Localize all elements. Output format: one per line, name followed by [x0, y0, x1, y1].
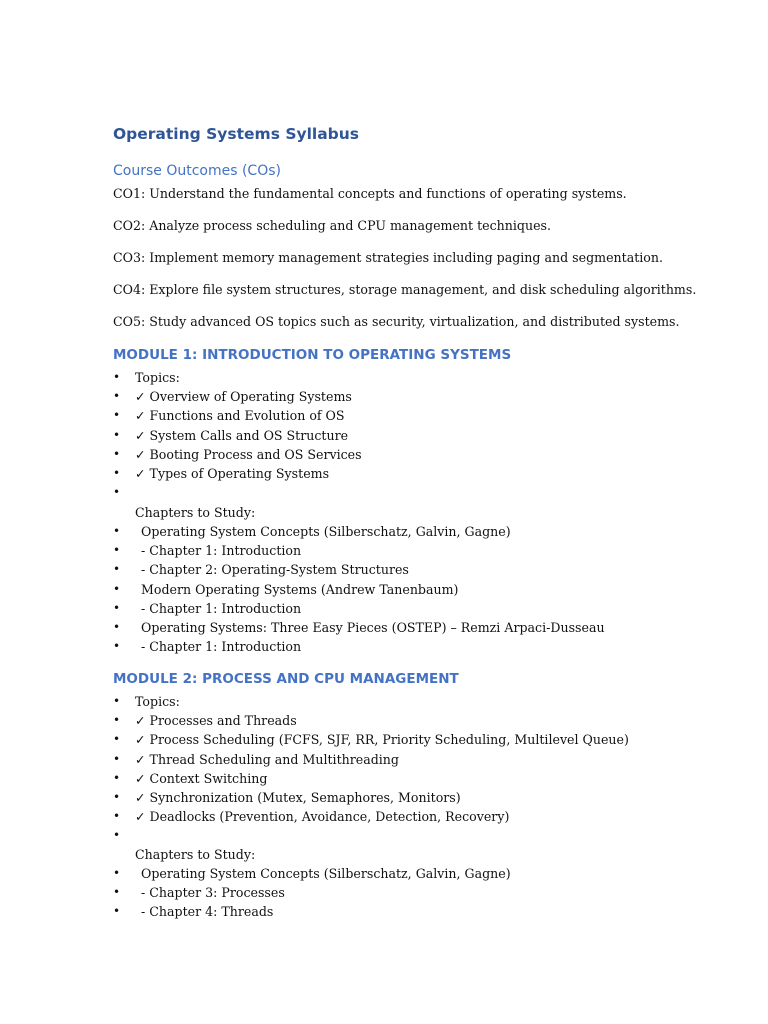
list-item: [113, 750, 629, 769]
list-item: [113, 464, 362, 483]
chapter-item: Operating Systems: Three Easy Pieces (OSTEP) – Remzi Arpaci-Dusseau: [141, 619, 605, 635]
outcome-co4: CO4: Explore file system structures, storage management, and disk scheduling algorithms.: [113, 282, 697, 297]
chapter-item: Operating System Concepts (Silberschatz, Galvin, Gagne): [141, 866, 511, 881]
topics-label: Topics:: [135, 370, 180, 385]
bullet-icon: •: [113, 751, 121, 766]
module-2-chapters-label: Chapters to Study:: [135, 847, 256, 862]
bullet-icon: •: [113, 770, 121, 785]
list-item: [113, 445, 362, 464]
chapter-item: - Chapter 1: Introduction: [141, 600, 302, 616]
module-1-heading: MODULE 1: INTRODUCTION TO OPERATING SYSTEMS: [113, 347, 512, 363]
topic-item: ✓ Booting Process and OS Services: [135, 446, 362, 462]
bullet-icon: •: [113, 427, 121, 442]
bullet-icon: •: [113, 619, 121, 634]
topic-item: ✓ Types of Operating Systems: [135, 465, 330, 481]
bullet-icon: •: [113, 524, 121, 538]
topic-item: ✓ Deadlocks (Prevention, Avoidance, Detection, Recovery): [135, 809, 510, 825]
chapter-item: - Chapter 4: Threads: [141, 904, 274, 920]
bullet-icon: •: [113, 904, 121, 919]
module-1-topics-list: [113, 368, 362, 502]
module-2-topics-list: [113, 692, 629, 846]
chapter-item: Modern Operating Systems (Andrew Tanenbaum): [141, 581, 459, 597]
list-item: [113, 788, 629, 807]
list-item: [113, 483, 362, 502]
bullet-icon: •: [113, 828, 121, 843]
bullet-icon: •: [113, 485, 121, 500]
bullet-icon: •: [113, 809, 121, 824]
outcome-co2: CO2: Analyze process scheduling and CPU management techniques.: [113, 218, 552, 233]
course-outcomes-heading: Course Outcomes (COs): [113, 163, 281, 179]
list-item: [113, 368, 362, 387]
topics-label: Topics:: [135, 694, 180, 709]
list-item: [113, 406, 362, 425]
list-item: [113, 692, 629, 711]
list-item: [113, 387, 362, 406]
module-1-chapters-list: [113, 522, 605, 656]
chapter-item: - Chapter 1: Introduction: [141, 639, 302, 655]
module-2-chapters-list: [113, 864, 511, 922]
bullet-icon: •: [113, 408, 121, 423]
list-item: [113, 541, 605, 560]
chapter-item: Operating System Concepts (Silberschatz, Galvin, Gagne): [141, 524, 511, 539]
topic-item: ✓ Overview of Operating Systems: [135, 389, 352, 405]
list-item: [113, 426, 362, 445]
list-item: [113, 637, 605, 656]
topic-item: ✓ Functions and Evolution of OS: [135, 408, 345, 424]
list-item: [113, 580, 605, 599]
list-item: [113, 864, 511, 883]
bullet-icon: •: [113, 713, 121, 728]
outcome-co1: CO1: Understand the fundamental concepts and functions of operating systems.: [113, 186, 627, 201]
bullet-icon: •: [113, 370, 121, 384]
list-item: [113, 711, 629, 730]
bullet-icon: •: [113, 389, 121, 404]
module-1-chapters-label: Chapters to Study:: [135, 505, 256, 520]
bullet-icon: •: [113, 600, 121, 615]
bullet-icon: •: [113, 732, 121, 747]
bullet-icon: •: [113, 465, 121, 480]
bullet-icon: •: [113, 639, 121, 654]
list-item: [113, 826, 629, 845]
list-item: [113, 599, 605, 618]
topic-item: ✓ Processes and Threads: [135, 713, 297, 729]
bullet-icon: •: [113, 694, 121, 708]
chapter-item: - Chapter 2: Operating-System Structures: [141, 562, 409, 578]
list-item: [113, 902, 511, 921]
bullet-icon: •: [113, 543, 121, 558]
bullet-icon: •: [113, 789, 121, 804]
outcome-co5: CO5: Study advanced OS topics such as security, virtualization, and distributed systems.: [113, 314, 680, 329]
list-item: [113, 730, 629, 749]
list-item: [113, 769, 629, 788]
chapter-item: - Chapter 1: Introduction: [141, 543, 302, 559]
list-item: [113, 883, 511, 902]
bullet-icon: •: [113, 446, 121, 461]
list-item: [113, 618, 605, 637]
topic-item: ✓ Process Scheduling (FCFS, SJF, RR, Priority Scheduling, Multilevel Queue): [135, 732, 629, 748]
list-item: [113, 807, 629, 826]
bullet-icon: •: [113, 866, 121, 880]
topic-item: ✓ Synchronization (Mutex, Semaphores, Monitors): [135, 789, 461, 805]
topic-item: ✓ System Calls and OS Structure: [135, 427, 349, 443]
page-title: Operating Systems Syllabus: [113, 125, 360, 143]
bullet-icon: •: [113, 581, 121, 596]
list-item: [113, 522, 605, 541]
bullet-icon: •: [113, 562, 121, 577]
list-item: [113, 560, 605, 579]
module-2-heading: MODULE 2: PROCESS AND CPU MANAGEMENT: [113, 671, 459, 687]
chapter-item: - Chapter 3: Processes: [141, 885, 285, 901]
bullet-icon: •: [113, 885, 121, 900]
outcome-co3: CO3: Implement memory management strategies including paging and segmentation.: [113, 250, 663, 265]
topic-item: ✓ Context Switching: [135, 770, 268, 786]
topic-item: ✓ Thread Scheduling and Multithreading: [135, 751, 399, 767]
